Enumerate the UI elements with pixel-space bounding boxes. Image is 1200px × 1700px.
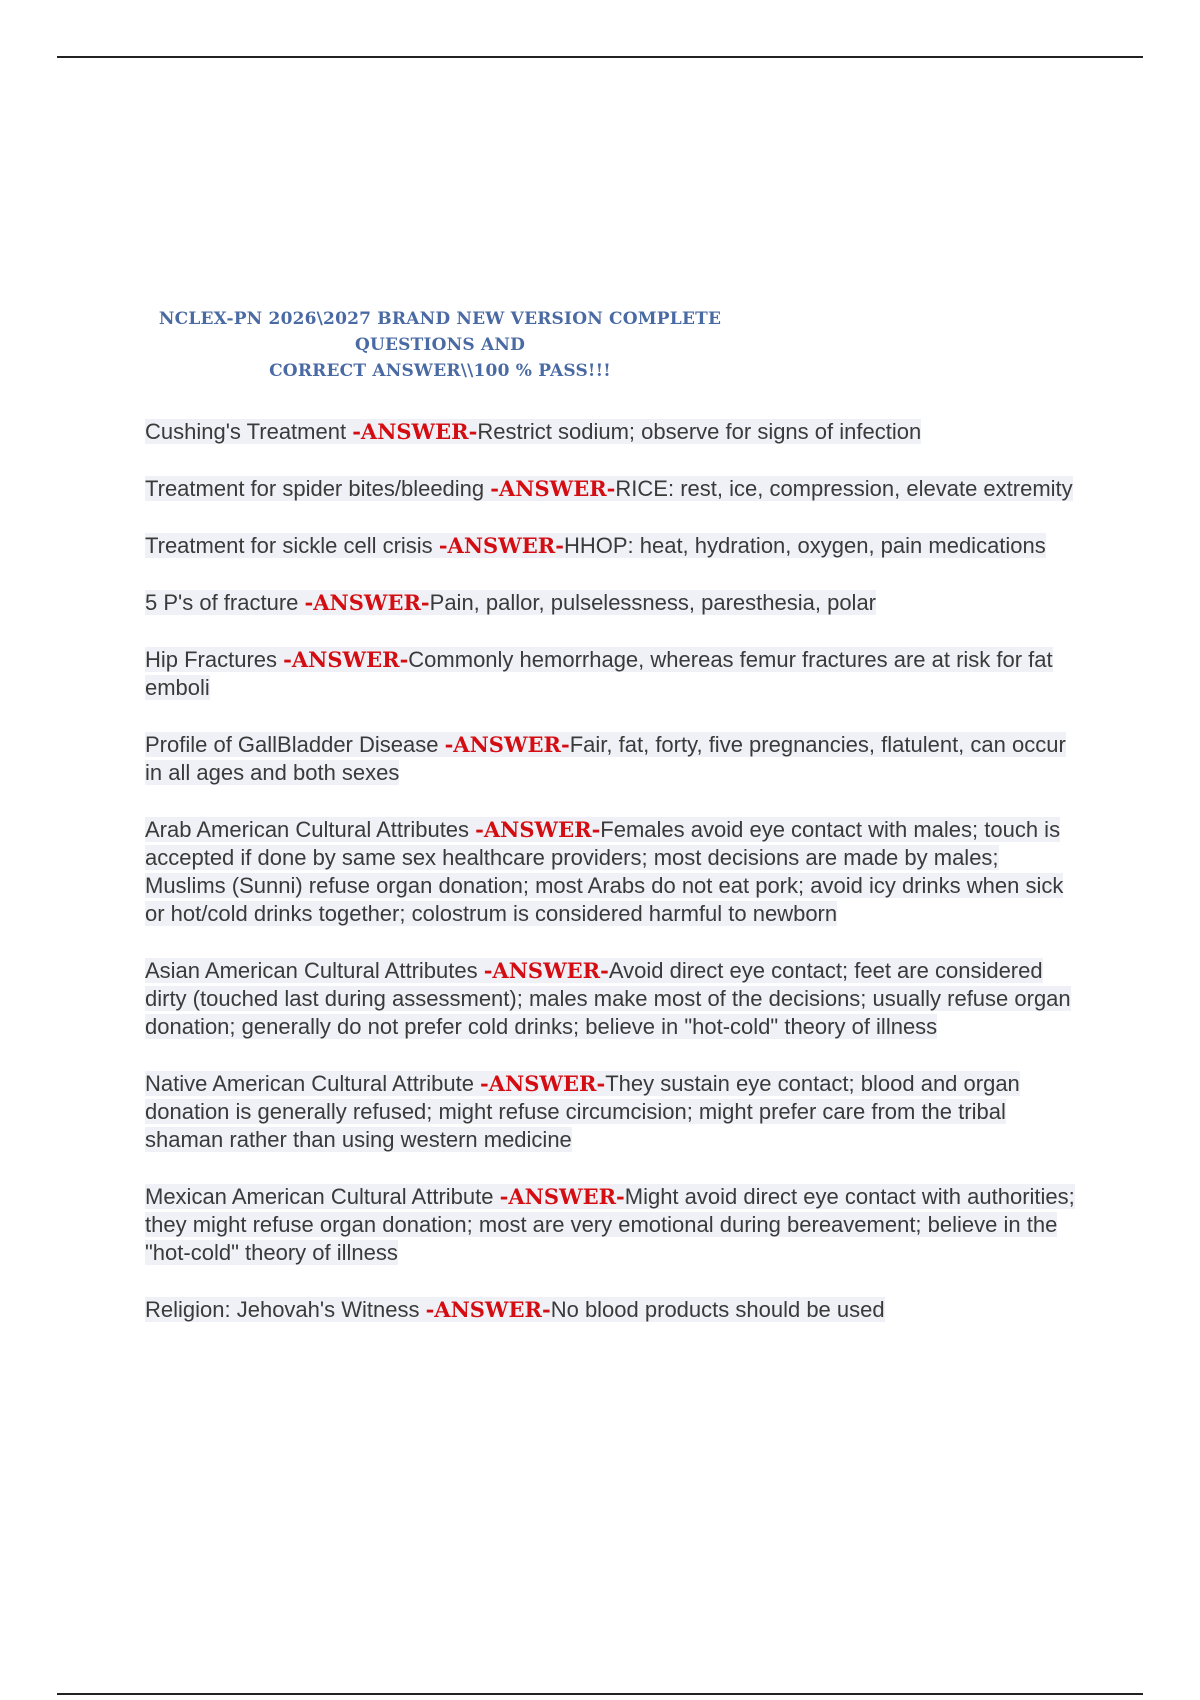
qa-item xyxy=(145,418,1085,446)
answer-marker: -ANSWER- xyxy=(483,958,609,983)
answer-text: Avoid direct eye contact; feet are considered dirty (touched last during assessment); males make most of the decisions; usually refuse organ donation; generally do not prefer cold drinks; believe in "hot-cold" theory of illness xyxy=(145,958,1071,1039)
qa-item xyxy=(145,731,1085,787)
document-title xyxy=(100,306,780,384)
answer-text: Commonly hemorrhage, whereas femur fractures are at risk for fat emboli xyxy=(145,647,1053,700)
document-title-line-1: NCLEX-PN 2026\2027 BRAND NEW VERSION COMPLETE QUESTIONS AND xyxy=(158,309,722,355)
answer-text: They sustain eye contact; blood and organ donation is generally refused; might refuse circumcision; might prefer care from the tribal shaman rather than using western medicine xyxy=(145,1071,1020,1152)
question-text: Religion: Jehovah's Witness xyxy=(145,1297,426,1322)
answer-text: No blood products should be used xyxy=(550,1297,885,1322)
question-text: 5 P's of fracture xyxy=(145,590,305,615)
question-text: Hip Fractures xyxy=(145,647,284,672)
answer-text: Might avoid direct eye contact with authorities; they might refuse organ donation; most are very emotional during bereavement; believe in the "hot-cold" theory of illness xyxy=(145,1184,1075,1265)
qa-item xyxy=(145,816,1085,928)
qa-item xyxy=(145,475,1085,503)
answer-marker: -ANSWER- xyxy=(444,732,570,757)
answer-text: HHOP: heat, hydration, oxygen, pain medications xyxy=(563,533,1046,558)
qa-item xyxy=(145,1183,1085,1267)
question-text: Native American Cultural Attribute xyxy=(145,1071,481,1096)
answer-text: RICE: rest, ice, compression, elevate extremity xyxy=(615,476,1073,501)
qa-item xyxy=(145,589,1085,617)
document-title-line-2: CORRECT ANSWER\\100 % PASS!!! xyxy=(269,361,611,381)
answer-marker: -ANSWER- xyxy=(480,1071,606,1096)
question-text: Arab American Cultural Attributes xyxy=(145,817,476,842)
question-text: Treatment for sickle cell crisis xyxy=(145,533,439,558)
answer-marker: -ANSWER- xyxy=(283,647,409,672)
qa-item xyxy=(145,532,1085,560)
answer-marker: -ANSWER- xyxy=(475,817,601,842)
answer-marker: -ANSWER- xyxy=(352,419,478,444)
answer-text: Restrict sodium; observe for signs of infection xyxy=(477,419,922,444)
question-text: Profile of GallBladder Disease xyxy=(145,732,445,757)
question-text: Treatment for spider bites/bleeding xyxy=(145,476,491,501)
answer-text: Females avoid eye contact with males; touch is accepted if done by same sex healthcare providers; most decisions are made by males; Muslims (Sunni) refuse organ donation; most Arabs do not eat pork; avoid icy drinks when sick or hot/cold drinks together; colostrum is considered harmful to newborn xyxy=(145,817,1064,926)
answer-marker: -ANSWER- xyxy=(304,590,430,615)
answer-text: Pain, pallor, pulselessness, paresthesia, polar xyxy=(429,590,877,615)
question-text: Asian American Cultural Attributes xyxy=(145,958,484,983)
qa-item xyxy=(145,646,1085,702)
answer-marker: -ANSWER- xyxy=(438,533,564,558)
footer-rule xyxy=(57,1693,1143,1695)
question-text: Mexican American Cultural Attribute xyxy=(145,1184,500,1209)
answer-text: Fair, fat, forty, five pregnancies, flatulent, can occur in all ages and both sexes xyxy=(145,732,1066,785)
qa-list xyxy=(145,418,1085,1353)
answer-marker: -ANSWER- xyxy=(499,1184,625,1209)
qa-item xyxy=(145,957,1085,1041)
answer-marker: -ANSWER- xyxy=(490,476,616,501)
qa-item xyxy=(145,1070,1085,1154)
header-rule xyxy=(57,56,1143,58)
qa-item xyxy=(145,1296,1085,1324)
question-text: Cushing's Treatment xyxy=(145,419,353,444)
answer-marker: -ANSWER- xyxy=(425,1297,551,1322)
